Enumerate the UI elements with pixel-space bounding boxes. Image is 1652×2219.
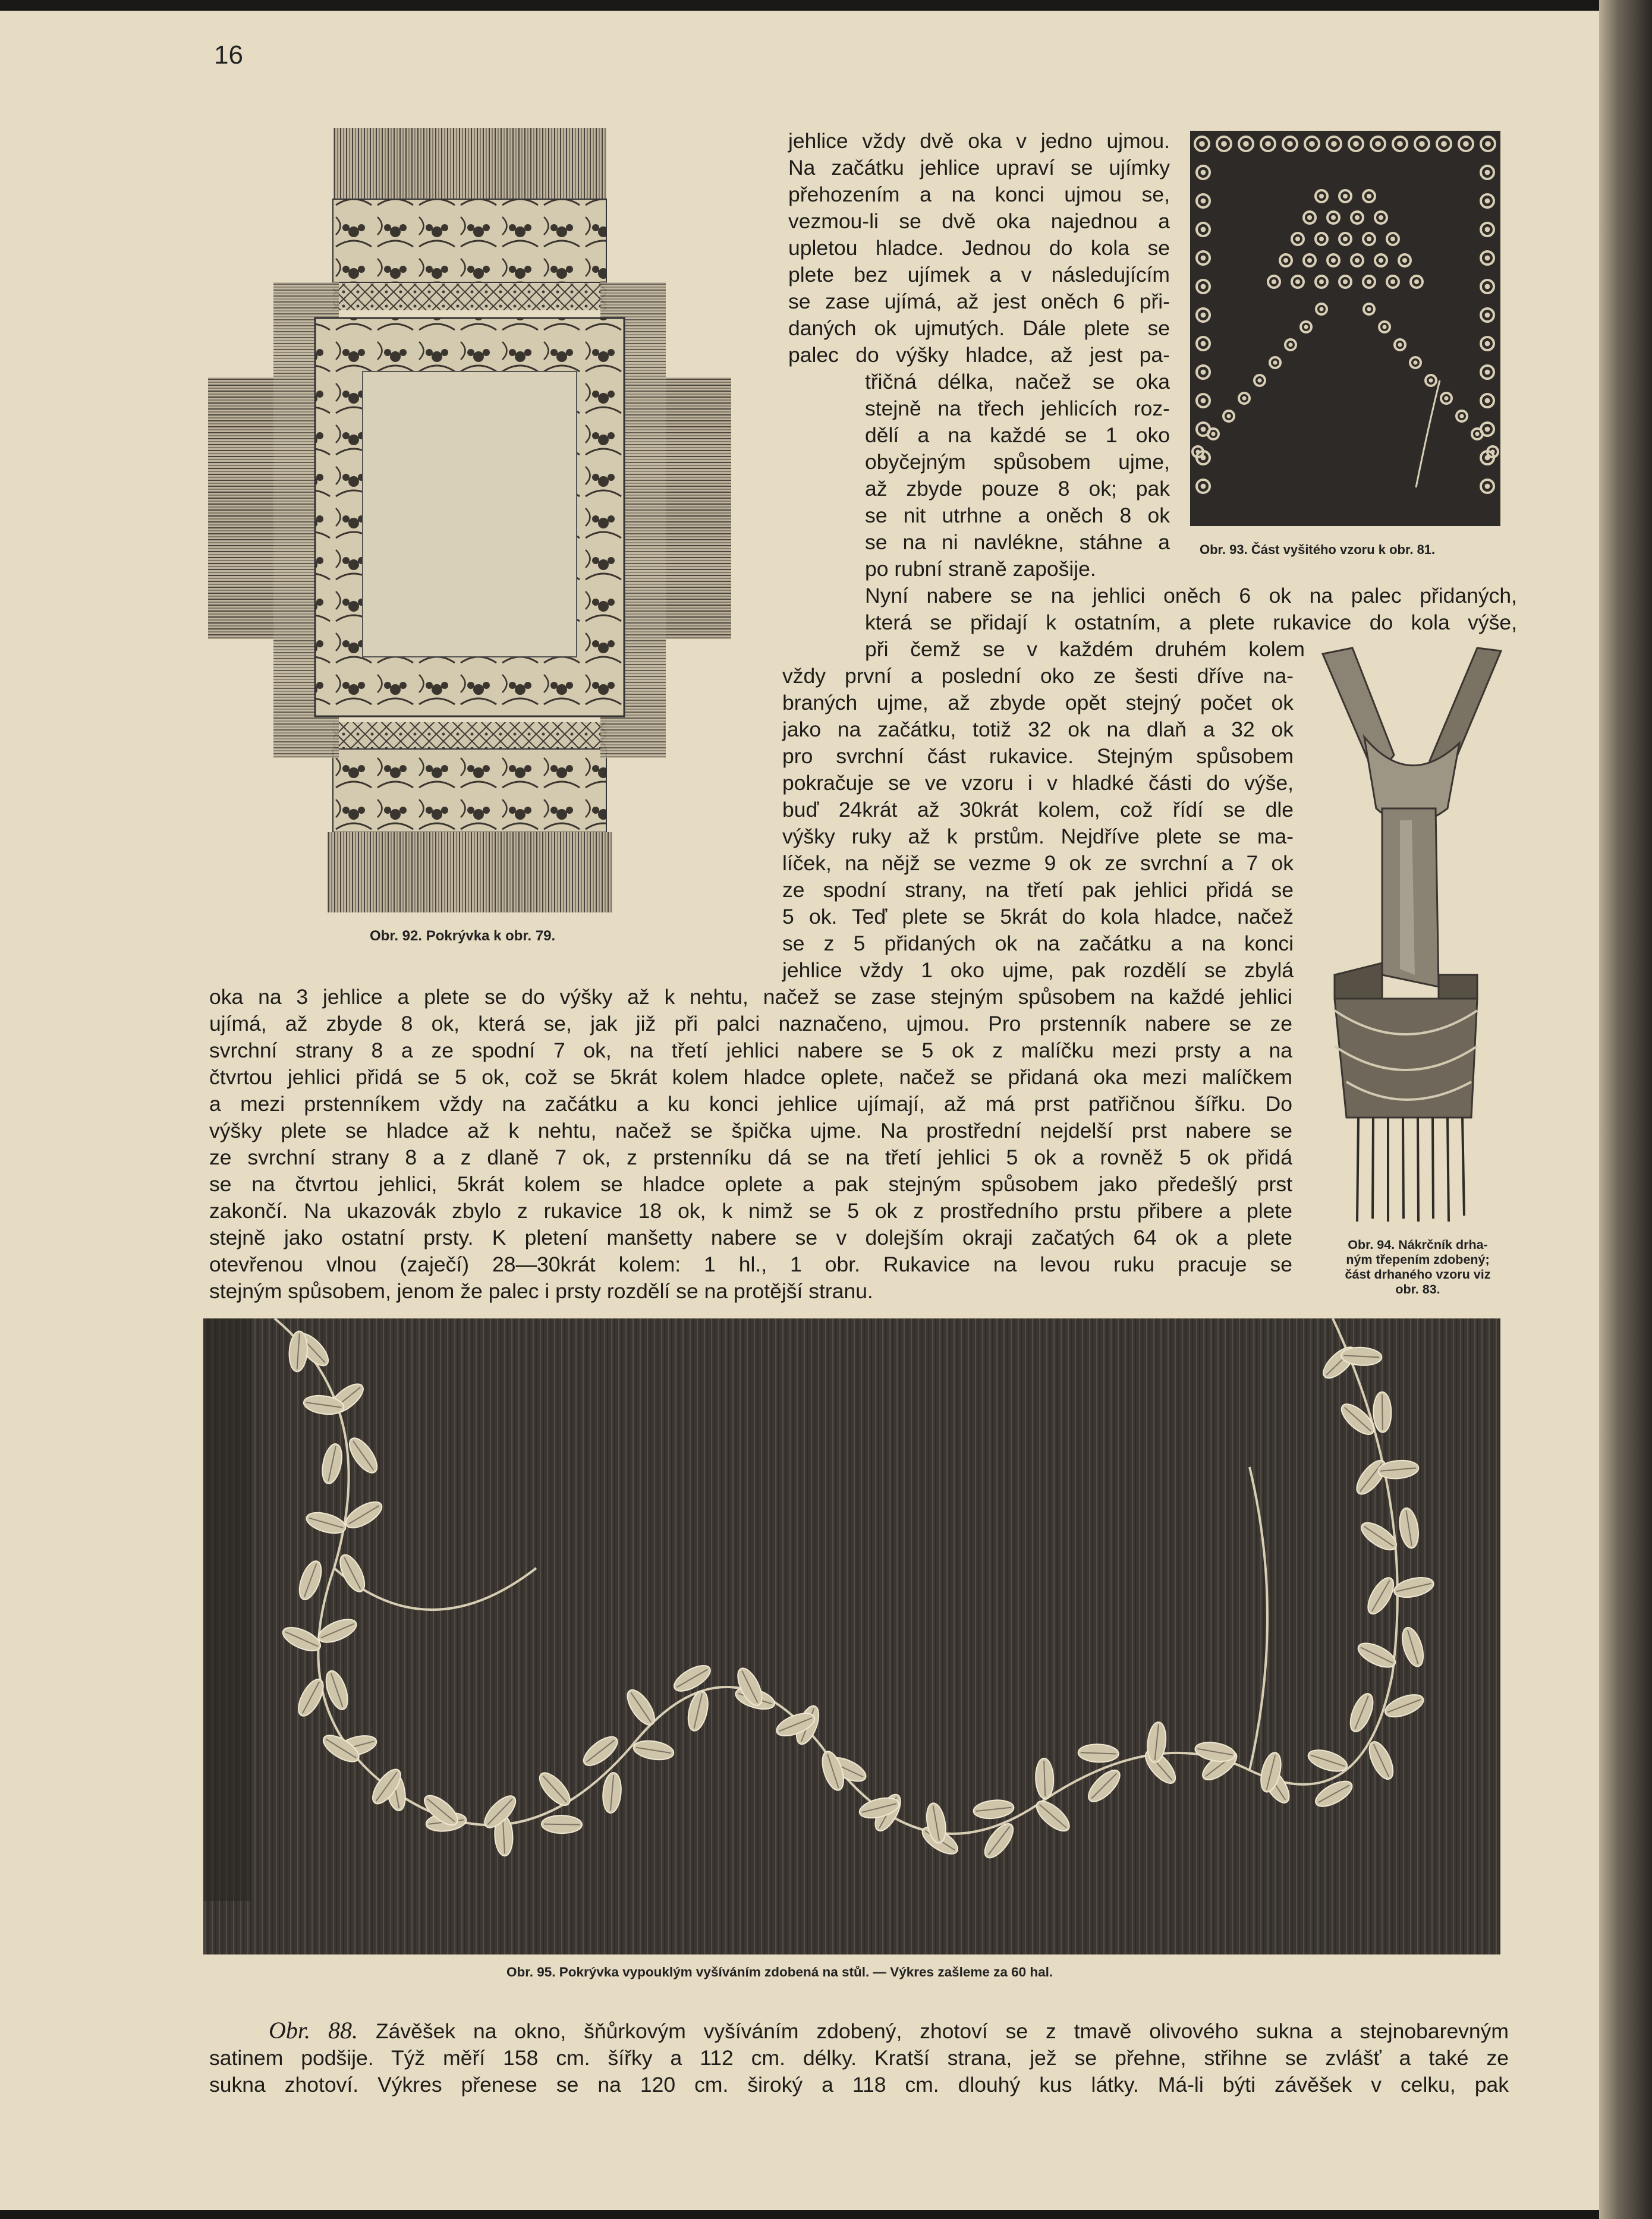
caption-fig-94 xyxy=(1323,1238,1513,1297)
text-middle-block xyxy=(782,663,1294,984)
text-column-right xyxy=(788,128,1170,369)
text-line: zakončí. Na ukazovák zbylo z rukavice 18 ok, k nimž se 5 ok z prostředního prstu přibere a plete xyxy=(209,1199,1292,1223)
text-line: Na začátku jehlice upraví se ujímky xyxy=(788,156,1170,180)
text-line: stejně na třech jehlicích roz- xyxy=(865,396,1170,420)
figure-94-scarf xyxy=(1311,642,1507,1225)
book-spine xyxy=(1599,0,1652,2219)
text-line: jako na začátku, totiž 32 ok na dlaň a 32 ok xyxy=(782,717,1294,741)
text-wide-block xyxy=(865,583,1517,663)
text-line: se zase ujímá, až jest oněch 6 při- xyxy=(788,289,1170,313)
text-line: stejně jako ostatní prsty. K pletení manšetty nabere se v dolejším okraji začatých 64 ok a plete xyxy=(209,1226,1292,1249)
text-line: plete bez ujímek a v následujícím xyxy=(788,263,1170,287)
text-line: obyčejným spůsobem ujme, xyxy=(865,450,1170,474)
text-line: se na čtvrtou jehlici, 5krát kolem se hladce oplete a pak stejným spůsobem jako předešlý prst xyxy=(209,1172,1292,1196)
caption-fig-94-line-4: obr. 83. xyxy=(1395,1282,1440,1296)
caption-fig-94-line-3: část drhaného vzoru viz xyxy=(1345,1267,1491,1282)
text-line: buď 24krát až 30krát kolem, což řídí se dle xyxy=(782,798,1294,821)
figure-93-embroidery xyxy=(1190,131,1500,526)
text-line: se z 5 přidaných ok na začátku a na konci xyxy=(782,931,1294,955)
text-bottom-paragraph xyxy=(209,2017,1509,2098)
text-column-narrow xyxy=(865,369,1170,583)
text-line: Nyní nabere se na jehlici oněch 6 ok na palec přidaných, xyxy=(865,584,1517,608)
text-line: čtvrtou jehlici přidá se 5 ok, což se 5krát kolem hladce oplete, načež se přidaná oka mezi malíčkem xyxy=(209,1065,1292,1089)
figure-reference: Obr. 88. xyxy=(269,2017,358,2044)
text-line: pokračuje se ve vzoru i v hladké části do výše, xyxy=(782,771,1294,795)
text-line: líček, na nějž se vezme 9 ok ze svrchní a 7 ok xyxy=(782,851,1294,875)
caption-fig-93: Obr. 93. Část vyšitého vzoru k obr. 81. xyxy=(1200,542,1436,557)
caption-fig-94-line-2: ným třepením zdobený; xyxy=(1346,1252,1490,1267)
text-line: stejným spůsobem, jenom že palec i prsty rozdělí se na protější stranu. xyxy=(209,1279,873,1303)
text-line: svrchní strany 8 a ze spodní 7 ok, na třetí jehlici nabere se 5 ok z malíčku mezi prsty a na xyxy=(209,1038,1292,1062)
text-line: pro svrchní část rukavice. Stejným spůsobem xyxy=(782,744,1294,768)
text-line: palec do výšky hladce, až jest pa- xyxy=(788,343,1170,367)
text-line: jehlice vždy dvě oka v jedno ujmou. xyxy=(788,129,1170,153)
text-line: vždy první a poslední oko ze šesti dříve na- xyxy=(782,664,1294,688)
text-line: braných ujme, až zbyde opět stejný počet ok xyxy=(782,691,1294,715)
text-line: satinem podšije. Týž měří 158 cm. šířky a 112 cm. délky. Kratší strana, jež se přehne, střihne se zvlášť a také ze xyxy=(209,2046,1509,2070)
caption-fig-92: Obr. 92. Pokrývka k obr. 79. xyxy=(370,928,556,944)
text-line: se nit utrhne a oněch 8 ok xyxy=(865,503,1170,527)
figure-92-tablecloth xyxy=(208,128,731,912)
text-line: výšky ruky až k prstům. Nejdříve plete se ma- xyxy=(782,824,1294,848)
text-full-block xyxy=(209,984,1292,1305)
text-line: dělí a na každé se 1 oko xyxy=(865,423,1170,447)
text-line: ujímá, až zbyde 8 ok, která se, jak již při palci naznačeno, ujmou. Pro prstenník nabere se ze xyxy=(209,1012,1292,1035)
figure-95-table-cover xyxy=(203,1318,1500,1954)
text-line: při čemž se v každém druhém kolem xyxy=(865,637,1305,661)
text-line-lead: Závěšek na okno, šňůrkovým vyšíváním zdobený, zhotoví se z tmavě olivového sukna a stejnobarevným xyxy=(375,2019,1509,2043)
text-line: třičná délka, načež se oka xyxy=(865,370,1170,394)
text-line: až zbyde pouze 8 ok; pak xyxy=(865,477,1170,501)
text-line: sukna zhotoví. Výkres přenese se na 120 cm. široký a 118 cm. dlouhý kus látky. Má-li býti závěšek v celku, pak xyxy=(209,2073,1509,2097)
text-line: po rubní straně zapošije. xyxy=(865,557,1096,581)
text-line: ze svrchní strany 8 a z dlaně 7 ok, z prstenníku dá se na třetí jehlici 5 ok a rovněž 5 ok přidá xyxy=(209,1145,1292,1169)
text-line: 5 ok. Teď plete se 5krát do kola hladce, načež xyxy=(782,905,1294,928)
text-line: která se přidají k ostatním, a plete rukavice do kola výše, xyxy=(865,610,1517,634)
caption-fig-94-line-1: Obr. 94. Nákrčník drha- xyxy=(1348,1238,1488,1252)
text-line: vezmou-li se dvě oka najednou a xyxy=(788,209,1170,233)
page-number: 16 xyxy=(214,40,243,70)
text-line: otevřenou vlnou (zaječí) 28—30krát kolem: 1 hl., 1 obr. Rukavice na levou ruku pracuje se xyxy=(209,1252,1292,1276)
text-line: daných ok ujmutých. Dále plete se xyxy=(788,316,1170,340)
caption-fig-95: Obr. 95. Pokrývka vypouklým vyšíváním zdobená na stůl. — Výkres zašleme za 60 hal. xyxy=(506,1965,1053,1979)
text-line: výšky plete se hladce až k nehtu, načež se špička ujme. Na prostřední nejdelší prst nabere se xyxy=(209,1119,1292,1142)
text-line: upletou hladce. Jednou do kola se xyxy=(788,236,1170,260)
text-line xyxy=(209,2017,1509,2045)
text-line: se na ni navlékne, stáhne a xyxy=(865,530,1170,554)
text-line: ze spodní strany, na třetí pak jehlici přidá se xyxy=(782,878,1294,902)
text-line: přehozením a na konci ujmou se, xyxy=(788,182,1170,206)
text-line: oka na 3 jehlice a plete se do výšky až k nehtu, načež se zase stejným spůsobem na každé jehlici xyxy=(209,985,1292,1009)
text-line: jehlice vždy 1 oko ujme, pak rozdělí se zbylá xyxy=(782,958,1294,982)
text-line: a mezi prstenníkem vždy na začátku a ku konci jehlice ujímají, až má prst patřičnou šířku. Do xyxy=(209,1092,1292,1116)
